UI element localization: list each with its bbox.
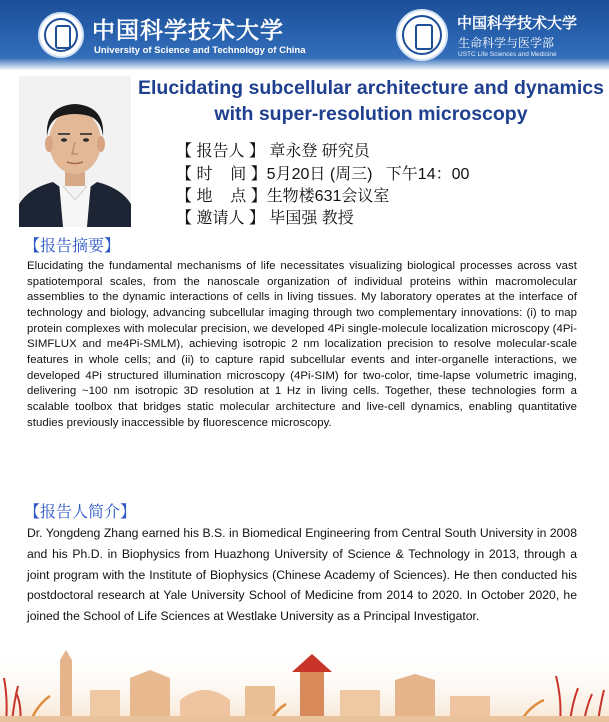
dept-name-cn-1: 中国科学技术大学 — [457, 14, 578, 32]
ustc-name-en: University of Science and Technology of China — [94, 45, 306, 56]
dept-seal-logo — [396, 9, 448, 61]
abstract-heading: 【报告摘要】 — [24, 238, 121, 255]
info-host: 【 邀请人 】 毕国强 教授 — [176, 210, 354, 227]
dept-name-en: USTC Life Sciences and Medicine — [458, 51, 557, 58]
info-location: 【 地 点 】生物楼631会议室 — [176, 188, 390, 205]
info-time: 【 时 间 】5月20日 (周三) 下午14：00 — [176, 166, 470, 183]
info-speaker: 【 报告人 】 章永登 研究员 — [176, 143, 370, 160]
ustc-seal-logo — [38, 12, 84, 58]
talk-title: Elucidating subcellular architecture and dynamics with super-resolution microscopy — [138, 77, 604, 125]
speaker-photo — [19, 76, 131, 227]
dept-name-cn-2: 生命科学与医学部 — [458, 36, 555, 50]
ustc-name-cn: 中国科学技术大学 — [92, 17, 284, 44]
footer-skyline-decoration — [0, 630, 609, 722]
abstract-text: Elucidating the fundamental mechanisms of life necessitates visualizing biological processes across vast spatiotemporal scales, from the nanoscale organization of individual proteins within macromolecular assemblies to the dynamic interactions of cells in living tissues. My laboratory operates at the interface of technology and biology, advancing subcellular imaging through two complementary innovations: (i) to map protein complexes with molecular precision, we developed 4Pi single-molecule localization microscopy (4Pi-SIMFLUX and me4Pi-SMLM), achieving isotropic 2 nm localization precision to resolve molecular-scale features in whole cells; and (ii) to capture rapid subcellular events and inter-organelle interactions, we developed 4Pi structured illumination microscopy (4Pi-SIM) for two-color, time-lapse volumetric imaging, delivering ~100 nm isotropic 3D resolution at 1 Hz in living cells. Together, these technologies form a scalable toolbox that bridges static molecular architecture and live-cell dynamics, enabling quantitative studies previously inaccessible by fluorescence microscopy. — [27, 260, 577, 429]
header-banner — [0, 0, 609, 70]
bio-text: Dr. Yongdeng Zhang earned his B.S. in Biomedical Engineering from Central South University in 2008 and his Ph.D. in Biophysics from Huazhong University of Science & Technology in 2013, through a joint program with the Institute of Biophysics (Chinese Academy of Sciences). He then conducted his postdoctoral research at Yale University School of Medicine from 2014 to 2020. In October 2020, he joined the School of Life Sciences at Westlake University as a Principal Investigator. — [27, 526, 577, 624]
bio-heading: 【报告人简介】 — [24, 504, 137, 521]
